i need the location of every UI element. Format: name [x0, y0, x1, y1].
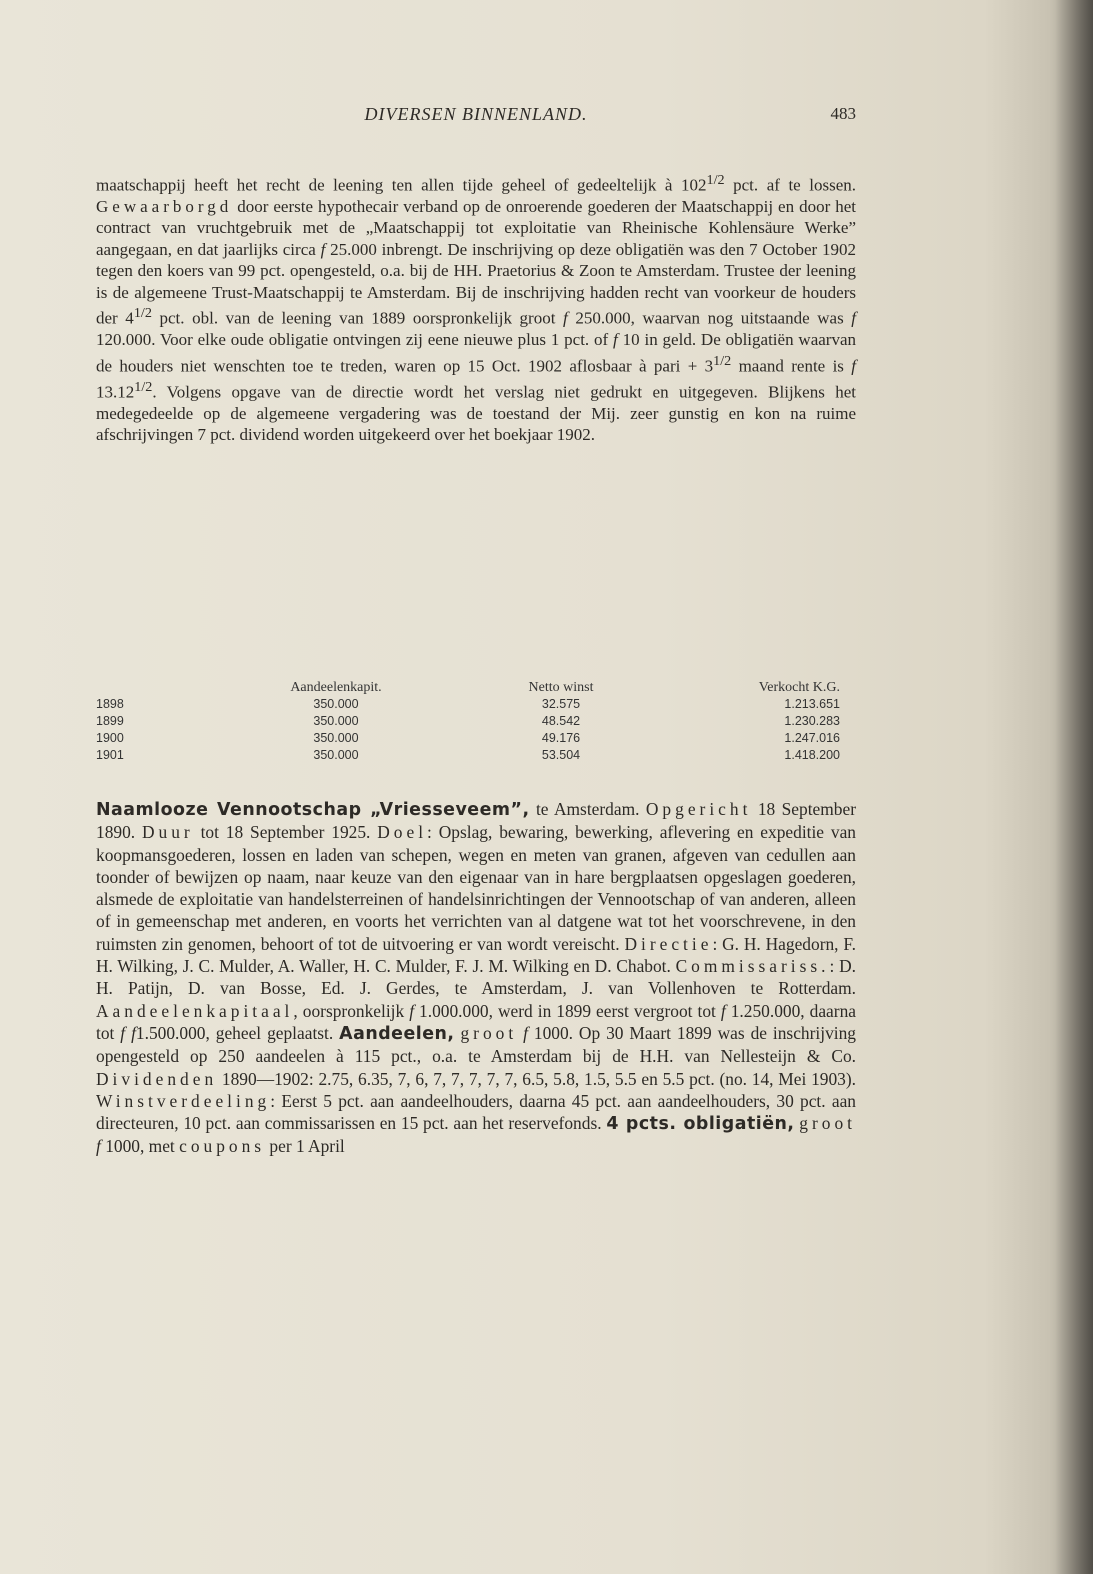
spaced-term-directie: Directie — [624, 933, 713, 954]
text-run: pct. af te lossen. — [724, 175, 857, 195]
spaced-term-coupons: coupons — [179, 1136, 266, 1157]
paragraph-vriesseveem — [96, 798, 856, 1158]
text-run: door eerste hypothecair verband op de onroerende goederen der Maatschappij en door het contract van vruchtgebruik met de „Maatschappij tot exploitatie van Rheinische Kohlensäure Werke” aangegaan, en dat jaarlijks circa — [96, 197, 856, 259]
text-run: , oorspronkelijk — [293, 1000, 410, 1021]
text-run: : Eerst 5 pct. aan aandeelhouders, daarna 45 pct. aan aandeelhouders, 30 pct. aan directeuren, 10 pct. aan commissarissen en 15 pct. aan het reservefonds. — [96, 1090, 856, 1134]
table-cell: 1.247.016 — [784, 731, 840, 745]
florin-sign: f — [96, 1136, 101, 1157]
table-cell: 32.575 — [541, 697, 581, 711]
bold-term-obligatien: 4 pcts. obligatiën, — [606, 1114, 795, 1135]
table-cell: 1.213.651 — [784, 697, 840, 711]
fraction: 1/2 — [133, 305, 152, 322]
text-run: maand rente is — [731, 356, 852, 376]
spaced-term-winstverdeeling: Winstverdeeling — [96, 1090, 271, 1111]
page-number: 483 — [830, 104, 856, 123]
table-header: Netto winst — [528, 680, 594, 695]
florin-sign: f — [320, 239, 326, 259]
paragraph-obligation-loan — [96, 170, 856, 446]
text-run: . Volgens opgave van de directie wordt het verslag niet gedrukt en uitgegeven. Blijkens het medegedeelde op de algemeene vergadering was de toestand der Mij. zeer gunstig en kon na ruime afschrijvingen 7 pct. dividend worden uitgekeerd over het boekjaar 1902. — [96, 382, 856, 445]
page-header — [96, 104, 856, 134]
florin-sign: f — [720, 1000, 726, 1021]
text-run: per 1 April — [265, 1136, 345, 1157]
text-run: 1.000.000, werd in 1899 eerst vergroot tot — [414, 1000, 721, 1021]
text-run: 18 September 1890. — [96, 799, 856, 843]
table-cell: 1900 — [96, 731, 124, 745]
text-run: 10 in geld. De obligatiën waarvan de houders niet wenschten toe te treden, waren op 15 Oct. 1902 aflosbaar à pari + 3 — [96, 330, 856, 376]
text-run: tot 18 September 1925. — [193, 822, 378, 843]
bold-term-aandeelen: Aandeelen, — [339, 1023, 455, 1044]
table-cell: 350.000 — [313, 714, 359, 728]
table-cell: 1899 — [96, 714, 124, 728]
florin-sign: f — [851, 308, 857, 328]
text-run: 13.12 — [96, 382, 135, 402]
book-gutter-shadow — [1055, 0, 1093, 1574]
table-cell: 53.504 — [541, 748, 581, 762]
running-head: DIVERSEN BINNENLAND. — [364, 104, 588, 124]
florin-sign: f — [851, 356, 856, 376]
spaced-term-aandeelenkapitaal: Aandeelenkapitaal — [96, 1000, 294, 1021]
table-header: Verkocht K.G. — [758, 680, 840, 695]
table-row — [96, 714, 856, 731]
text-run: : G. H. Hagedorn, F. H. Wilking, J. C. Mulder, A. Waller, H. C. Mulder, F. J. M. Wilking en D. Chabot. — [96, 933, 856, 977]
florin-sign: f — [523, 1022, 528, 1043]
florin-sign: f — [613, 330, 618, 350]
fraction: 1/2 — [134, 378, 153, 395]
text-run: 120.000. Voor elke oude obligatie ontvingen zij eene nieuwe plus 1 pct. of — [96, 330, 614, 350]
text-run: 1000, met — [100, 1136, 180, 1157]
spaced-term-groot: groot — [799, 1113, 857, 1134]
text-run: 25.000 inbrengt. De inschrijving op deze obligatiën was den 7 October 1902 tegen den koers van 99 pct. opengesteld, o.a. bij de HH. Praetorius & Zoon te Amsterdam. Trustee der leening is de algemeene Trust-Maatschappij te Amsterdam. Bij de inschrijving hadden recht van voorkeur de houders der 4 — [96, 239, 857, 328]
table-cell: 1.230.283 — [784, 714, 840, 728]
spaced-term-doel: Doel — [377, 822, 428, 843]
florin-sign: f — [409, 1000, 415, 1021]
table-cell: 1.418.200 — [784, 748, 840, 762]
financial-table — [96, 680, 856, 765]
table-cell: 48.542 — [541, 714, 581, 728]
table-row — [96, 697, 856, 714]
text-run: 1890—1902: 2.75, 6.35, 7, 6, 7, 7, 7, 7, 7, 6.5, 5.8, 1.5, 5.5 en 5.5 pct. (no. 14, Mei 1903). — [217, 1068, 856, 1089]
table-cell: 1901 — [96, 748, 124, 762]
text-run: te Amsterdam. — [529, 799, 646, 819]
text-run: 1.250.000, daarna tot — [96, 1000, 856, 1043]
text-run: 250.000, waarvan nog uitstaande was — [567, 308, 852, 328]
table-header-row — [96, 680, 856, 697]
florin-sign: f — [563, 308, 568, 328]
table-cell: 1898 — [96, 697, 124, 711]
spaced-term-gewaarborgd: Gewaarborgd — [96, 197, 233, 217]
florin-sign: f — [120, 1022, 126, 1043]
table-cell: 350.000 — [313, 748, 359, 762]
table-cell: 350.000 — [313, 697, 359, 711]
table-cell: 49.176 — [541, 731, 581, 745]
florin-sign: f — [131, 1022, 136, 1043]
text-run: 1000. Op 30 Maart 1899 was de inschrijving opengesteld op 250 aandeelen à 115 pct., o.a. te Amsterdam bij de H.H. van Nellesteijn & Co. — [96, 1022, 856, 1067]
spaced-term-dividenden: Dividenden — [96, 1068, 218, 1089]
company-name-heading: Naamlooze Vennootschap „Vriesseveem”, — [96, 800, 530, 820]
fraction: 1/2 — [706, 172, 725, 188]
table-row — [96, 731, 856, 748]
spaced-term-duur: Duur — [141, 822, 194, 843]
text-run: pct. obl. van de leening van 1889 oorspronkelijk groot — [151, 308, 564, 328]
spaced-term-opgericht: Opgericht — [645, 799, 752, 819]
text-run: : Opslag, bewaring, bewerking, aflevering en expeditie van koopmansgoederen, lossen en laden van schepen, wegen en meten van granen, afgeven van cedullen aan toonder of bewijzen op naam, naar keuze van den eigenaar van in hare bergplaatsen opgeslagen goederen, alsmede de exploitatie van handelsterreinen of handelsinrichtingen der Vennootschap of van anderen, alleen of in gemeenschap met anderen, en voorts het verrichten van al datgene wat tot het voorschrevene, in den ruimsten zin genomen, behoort of tot de uitvoering er van wordt vereischt. — [96, 822, 856, 954]
table-row — [96, 748, 856, 765]
spaced-term-groot: groot — [460, 1022, 518, 1043]
text-run: : D. H. Patijn, D. van Bosse, Ed. J. Gerdes, te Amsterdam, J. van Vollenhoven te Rotterdam. — [96, 956, 856, 999]
text-run: 1.500.000, geheel geplaatst. — [135, 1022, 340, 1043]
text-run: maatschappij heeft het recht de leening ten allen tijde geheel of gedeeltelijk à 102 — [96, 175, 707, 195]
fraction: 1/2 — [713, 352, 732, 369]
spaced-term-commissariss: Commissariss. — [675, 956, 830, 977]
table-header: Aandeelenkapit. — [290, 680, 382, 695]
table-cell: 350.000 — [313, 731, 359, 745]
